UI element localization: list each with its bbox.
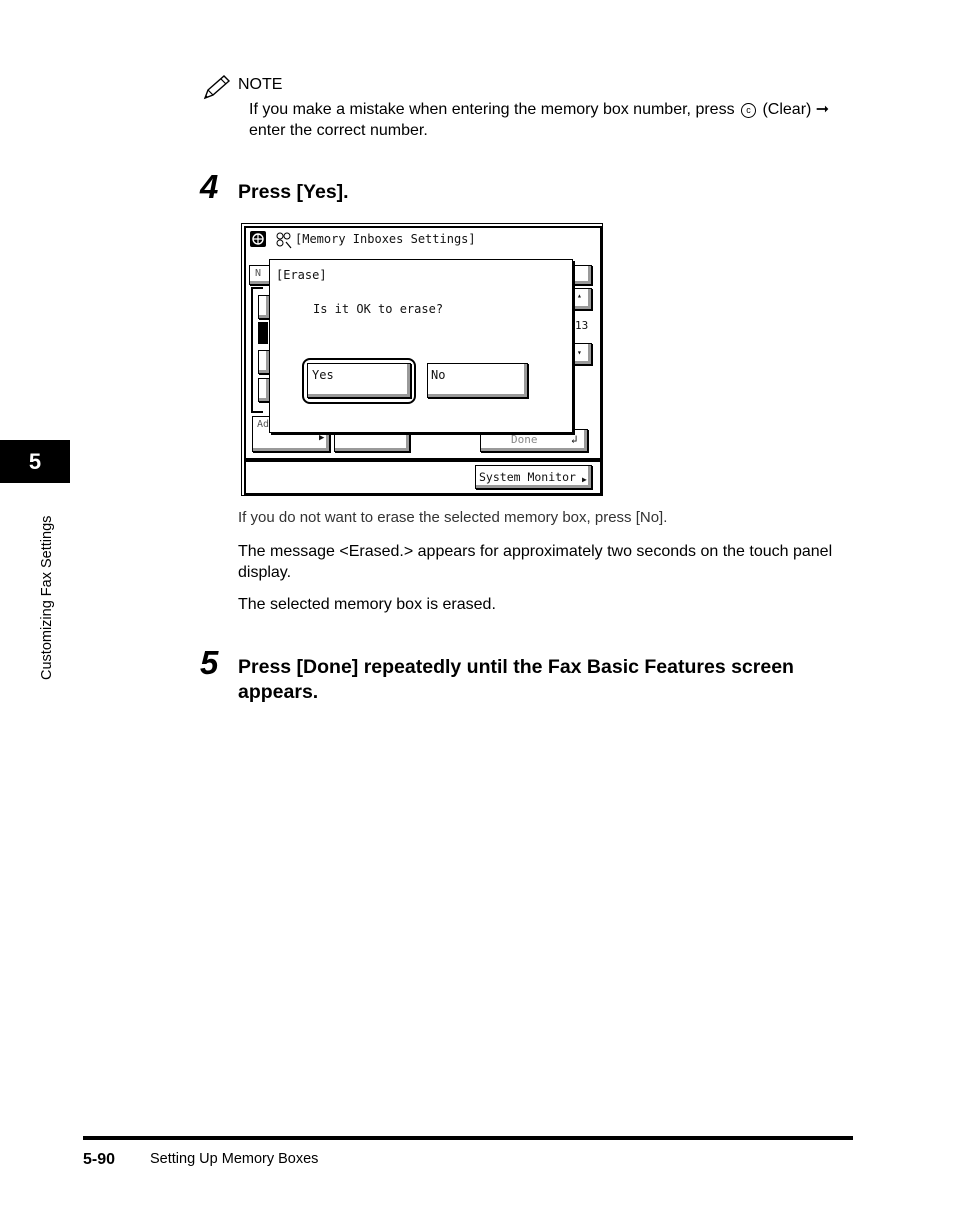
pencil-note-icon (202, 74, 232, 100)
partial-label-ad: Ad (257, 419, 270, 430)
note-text-before: If you make a mistake when entering the memory box number, press (249, 101, 735, 118)
step-4-title: Press [Yes]. (238, 181, 349, 203)
done-label: Done (511, 433, 538, 446)
step-5-number: 5 (200, 644, 219, 681)
chapter-side-title: Customizing Fax Settings (39, 515, 55, 680)
chapter-tab: 5 (0, 440, 70, 483)
page-count: 13 (575, 319, 589, 332)
screen-title: [Memory Inboxes Settings] (295, 232, 476, 246)
step-5-title: Press [Done] repeatedly until the Fax Basic Features screen appears. (238, 656, 794, 703)
partial-label-n: N (255, 268, 262, 279)
note-text (249, 99, 859, 141)
scroll-up-icon: ▴ (577, 291, 582, 300)
page-number: 5-90 (83, 1151, 116, 1168)
footer-section-title: Setting Up Memory Boxes (150, 1151, 319, 1167)
erased-confirmation-paragraph: The selected memory box is erased. (238, 596, 496, 613)
scroll-down-icon: ▾ (577, 348, 582, 357)
dialog-title: [Erase] (276, 268, 327, 282)
memory-box-icon (275, 231, 293, 249)
step-4-number: 4 (200, 168, 219, 205)
note-label: NOTE (238, 76, 283, 93)
cancel-note: If you do not want to erase the selected memory box, press [No]. (238, 509, 668, 526)
background-list-row-selected[interactable] (258, 322, 268, 344)
machine-status-icon (250, 231, 266, 247)
no-label: No (431, 368, 446, 382)
scroll-down-button[interactable] (572, 343, 592, 365)
scroll-up-button[interactable] (572, 288, 592, 310)
clear-key-icon: c (741, 103, 756, 118)
system-monitor-button[interactable] (475, 465, 592, 489)
erase-dialog (269, 259, 573, 433)
triangle-right-icon: ▶ (582, 475, 587, 484)
enter-arrow-icon: ↲ (571, 433, 578, 446)
background-right-tab[interactable] (572, 265, 592, 285)
note-text-after: (Clear) ➞ enter the correct number. (249, 101, 830, 139)
footer-rule (83, 1136, 853, 1140)
dialog-message: Is it OK to erase? (313, 302, 444, 316)
yes-button[interactable] (307, 363, 411, 398)
yes-label: Yes (312, 368, 334, 382)
touch-panel-screen (241, 223, 603, 496)
system-monitor-label: System Monitor (479, 470, 576, 484)
erased-message-paragraph: The message <Erased.> appears for approximately two seconds on the touch panel display. (238, 543, 833, 581)
no-button[interactable] (427, 363, 528, 398)
triangle-right-icon: ▶ (319, 433, 325, 443)
